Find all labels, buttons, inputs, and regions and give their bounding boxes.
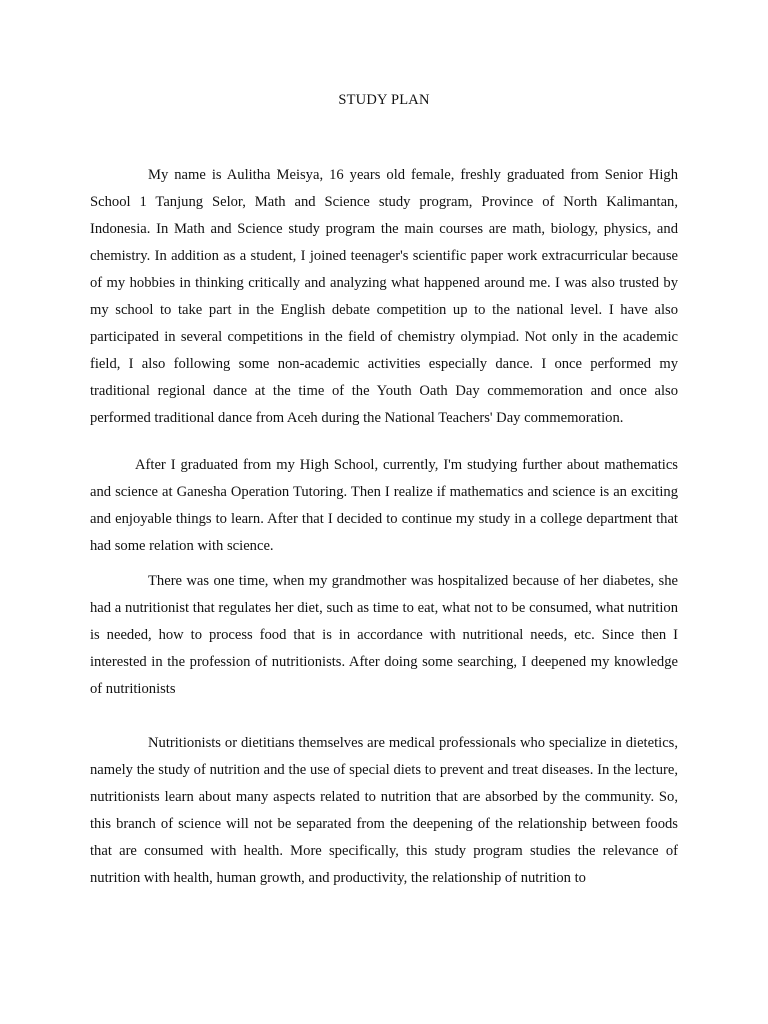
- paragraph-motivation: There was one time, when my grandmother was hospitalized because of her diabetes, she had a nutritionist that regulates her diet, such as time to eat, what not to be consumed, what nutrition is needed, how to process food that is in accordance with nutritional needs, etc. Since then I interested in the profession of nutritionists. After doing some searching, I deepened my knowledge of nutritionists: [90, 573, 678, 697]
- paragraph-introduction: My name is Aulitha Meisya, 16 years old female, freshly graduated from Senior High School 1 Tanjung Selor, Math and Science study program, Province of North Kalimantan, Indonesia. In Math and Science study program the main courses are math, biology, physics, and chemistry. In addition as a student, I joined teenager's scientific paper work extracurricular because of my hobbies in thinking critically and analyzing what happened around me. I was also trusted by my school to take part in the English debate competition up to the national level. I have also participated in several competitions in the field of chemistry olympiad. Not only in the academic field, I also following some non-academic activities especially dance. I once performed my traditional regional dance at the time of the Youth Oath Day commemoration and once also performed traditional dance from Aceh during the National Teachers' Day commemoration.: [90, 167, 678, 426]
- paragraph-nutritionists: Nutritionists or dietitians themselves are medical professionals who specialize in dietetics, namely the study of nutrition and the use of special diets to prevent and treat diseases. In the lecture, nutritionists learn about many aspects related to nutrition that are absorbed by the community. So, this branch of science will not be separated from the deepening of the relationship between foods that are consumed with health. More specifically, this study program studies the relevance of nutrition with health, human growth, and productivity, the relationship of nutrition to: [90, 735, 678, 886]
- document-title: STUDY PLAN: [338, 92, 430, 108]
- paragraph-tutoring: After I graduated from my High School, currently, I'm studying further about mathematics and science at Ganesha Operation Tutoring. Then I realize if mathematics and science is an exciting and enjoyable things to learn. After that I decided to continue my study in a college department that had some relation with science.: [90, 457, 678, 554]
